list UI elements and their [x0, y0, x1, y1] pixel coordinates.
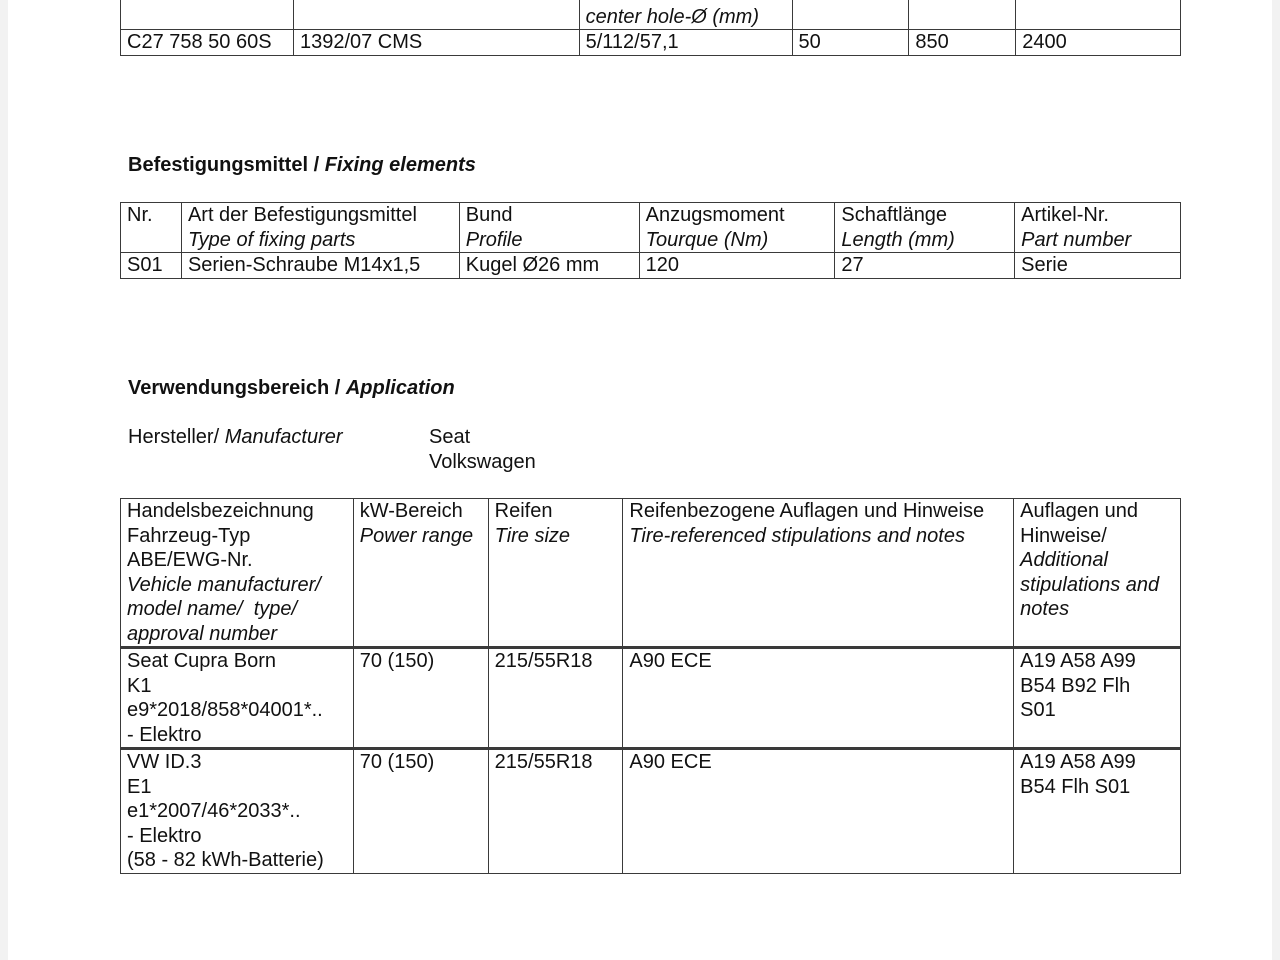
header-text: center hole-Ø (mm) — [585, 5, 759, 28]
header-en: Tire size — [494, 524, 571, 547]
table-header-cell — [488, 499, 623, 648]
vehicle-line: E1 — [127, 775, 152, 798]
table-header-cell — [121, 499, 354, 648]
vehicle-line: (58 - 82 kWh-Batterie) — [127, 849, 324, 871]
fixing-elements-table — [120, 202, 1181, 279]
header-de: Auflagen und — [1020, 500, 1139, 522]
table-row — [121, 253, 1181, 279]
vehicle-line: - Elektro — [127, 824, 202, 847]
table-cell: Serien-Schraube M14x1,5 — [181, 253, 459, 279]
table-cell: 50 — [792, 30, 909, 56]
table-cell — [293, 0, 579, 30]
header-en: stipulations and — [1020, 573, 1160, 596]
header-de: Artikel-Nr. — [1021, 204, 1109, 226]
table-cell — [1016, 0, 1181, 30]
header-de: Reifenbezogene Auflagen und Hinweise — [629, 500, 985, 522]
note-line: B54 Flh S01 — [1020, 775, 1131, 798]
header-en: Part number — [1021, 228, 1132, 251]
header-en: Additional — [1020, 549, 1108, 571]
vehicle-line: Seat Cupra Born — [127, 650, 276, 672]
table-header-cell — [121, 203, 182, 253]
note-line: S01 — [1020, 699, 1056, 721]
table-row — [121, 0, 1181, 30]
table-cell — [121, 0, 294, 30]
manufacturer-name: Volkswagen — [429, 451, 536, 473]
header-de: Bund — [465, 204, 513, 226]
header-de: Schaftlänge — [841, 204, 948, 226]
wheel-spec-table — [120, 0, 1181, 56]
power-cell: 70 (150) — [353, 648, 488, 749]
table-header-cell — [623, 499, 1014, 648]
vehicle-cell — [121, 749, 354, 874]
table-row — [121, 30, 1181, 56]
header-en: model name/ type/ — [127, 598, 298, 620]
table-cell: Serie — [1015, 253, 1181, 279]
table-header-cell — [1014, 499, 1181, 648]
note-line: A19 A58 A99 — [1020, 650, 1136, 672]
vehicle-cell — [121, 648, 354, 749]
table-row — [121, 648, 1181, 749]
table-cell: S01 — [121, 253, 182, 279]
table-header-cell — [1015, 203, 1181, 253]
header-de: Nr. — [127, 204, 153, 226]
table-cell — [792, 0, 909, 30]
label-en: Manufacturer — [224, 426, 343, 448]
vehicle-line: VW ID.3 — [127, 751, 202, 773]
note-line: B54 B92 Flh — [1020, 674, 1131, 697]
tire-notes-cell: A90 ECE — [623, 648, 1014, 749]
header-en: Type of fixing parts — [187, 228, 356, 251]
table-cell — [579, 0, 792, 30]
header-de: Art der Befestigungsmittel — [187, 204, 417, 226]
table-header-cell — [353, 499, 488, 648]
header-en: Tourque (Nm) — [645, 228, 769, 251]
table-cell: 27 — [835, 253, 1015, 279]
header-de: ABE/EWG-Nr. — [127, 549, 253, 571]
table-header-row — [121, 499, 1181, 648]
heading-de: Verwendungsbereich / — [128, 377, 346, 399]
application-heading — [128, 377, 455, 400]
header-de: Hinweise/ — [1020, 524, 1107, 547]
header-en: Power range — [359, 524, 474, 547]
header-de: kW-Bereich — [359, 500, 463, 522]
table-cell: 850 — [909, 30, 1016, 56]
fixing-heading — [128, 154, 476, 177]
table-header-cell — [639, 203, 835, 253]
header-de: Anzugsmoment — [645, 204, 785, 226]
manufacturer-list — [429, 425, 536, 475]
header-en: Length (mm) — [841, 228, 955, 251]
table-header-cell — [181, 203, 459, 253]
heading-en: Application — [345, 377, 455, 399]
vehicle-line: e9*2018/858*04001*.. — [127, 699, 323, 721]
tire-cell: 215/55R18 — [488, 749, 623, 874]
vehicle-line: K1 — [127, 674, 152, 697]
vehicle-line: e1*2007/46*2033*.. — [127, 800, 301, 822]
header-en: approval number — [127, 622, 278, 645]
table-cell: 1392/07 CMS — [293, 30, 579, 56]
table-cell: 5/112/57,1 — [579, 30, 792, 56]
vehicle-line: - Elektro — [127, 723, 202, 746]
tire-notes-cell: A90 ECE — [623, 749, 1014, 874]
application-table — [120, 498, 1181, 874]
header-de: Handelsbezeichnung — [127, 500, 314, 522]
table-cell — [909, 0, 1016, 30]
table-header-row — [121, 203, 1181, 253]
table-cell: 2400 — [1016, 30, 1181, 56]
header-en: notes — [1020, 598, 1070, 620]
table-cell: C27 758 50 60S — [121, 30, 294, 56]
notes-cell — [1014, 749, 1181, 874]
manufacturer-name: Seat — [429, 426, 471, 448]
notes-cell — [1014, 648, 1181, 749]
power-cell: 70 (150) — [353, 749, 488, 874]
header-de: Reifen — [494, 500, 553, 522]
label-de: Hersteller/ — [128, 426, 225, 448]
note-line: A19 A58 A99 — [1020, 751, 1136, 773]
table-cell: 120 — [639, 253, 835, 279]
table-header-cell — [835, 203, 1015, 253]
header-en: Tire-referenced stipulations and notes — [629, 524, 965, 547]
header-en: Profile — [465, 228, 523, 251]
table-row — [121, 749, 1181, 874]
header-de: Fahrzeug-Typ — [127, 524, 251, 547]
header-en: Vehicle manufacturer/ — [127, 573, 321, 596]
table-cell: Kugel Ø26 mm — [459, 253, 639, 279]
tire-cell: 215/55R18 — [488, 648, 623, 749]
table-header-cell — [459, 203, 639, 253]
document-page — [8, 0, 1272, 960]
heading-de: Befestigungsmittel / — [128, 154, 325, 176]
manufacturer-label — [128, 425, 343, 450]
heading-en: Fixing elements — [324, 154, 476, 176]
